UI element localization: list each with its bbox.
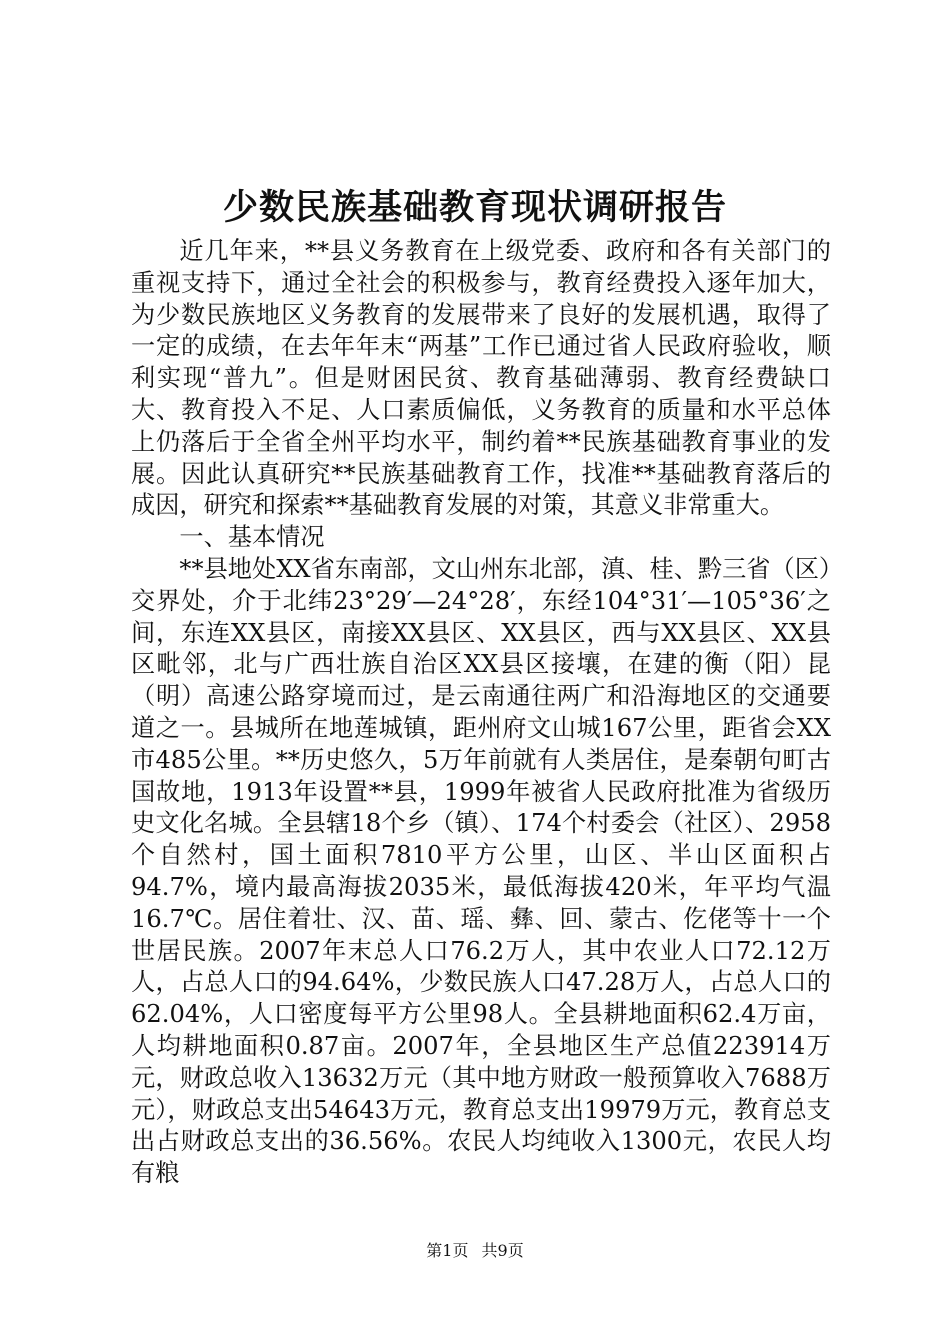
page-total: 共9页: [481, 1241, 524, 1260]
intro-paragraph: 近几年来，**县义务教育在上级党委、政府和各有关部门的重视支持下，通过全社会的积极参与，教育经费投入逐年加大，为少数民族地区义务教育的发展带来了良好的发展机遇，取得了一定的成绩，在去年年末“两基”工作已通过省人民政府验收，顺利实现“普九”。但是财困民贫、教育基础薄弱、教育经费缺口大、教育投入不足、人口素质偏低，义务教育的质量和水平总体上仍落后于全省全州平均水平，制约着**民族基础教育事业的发展。因此认真研究**民族基础教育工作，找准**基础教育落后的成因，研究和探索**基础教育发展的对策，其意义非常重大。: [131, 237, 831, 520]
page-footer: [0, 1240, 950, 1262]
basic-situation-paragraph: **县地处XX省东南部，文山州东北部，滇、桂、黔三省（区）交界处，介于北纬23°29′—24°28′，东经104°31′—105°36′之间，东连XX县区，南接XX县区、XX县区，西与XX县区、XX县区毗邻，北与广西壮族自治区XX县区接壤，在建的衡（阳）昆（明）高速公路穿境而过，是云南通往两广和沿海地区的交通要道之一。县城所在地莲城镇，距州府文山城167公里，距省会XX市485公里。**历史悠久，5万年前就有人类居住，是秦朝句町古国故地，1913年设置**县，1999年被省人民政府批准为省级历史文化名城。全县辖18个乡（镇）、174个村委会（社区）、2958个自然村，国土面积7810平方公里，山区、半山区面积占94.7%，境内最高海拔2035米，最低海拔420米，年平均气温16.7℃。居住着壮、汉、苗、瑶、彝、回、蒙古、仡佬等十一个世居民族。2007年末总人口76.2万人，其中农业人口72.12万人，占总人口的94.64%，少数民族人口47.28万人，占总人口的62.04%，人口密度每平方公里98人。全县耕地面积62.4万亩，人均耕地面积0.87亩。2007年，全县地区生产总值223914万元，财政总收入13632万元（其中地方财政一般预算收入7688万元），财政总支出54643万元，教育总支出19979万元，教育总支出占财政总支出的36.56%。农民人均纯收入1300元，农民人均有粮: [131, 554, 831, 1188]
document-body: [131, 236, 831, 1190]
page-number: 第1页: [426, 1241, 469, 1260]
section-heading-basic-situation: 一、基本情况: [179, 523, 325, 552]
document-title: 少数民族基础教育现状调研报告: [222, 187, 727, 228]
